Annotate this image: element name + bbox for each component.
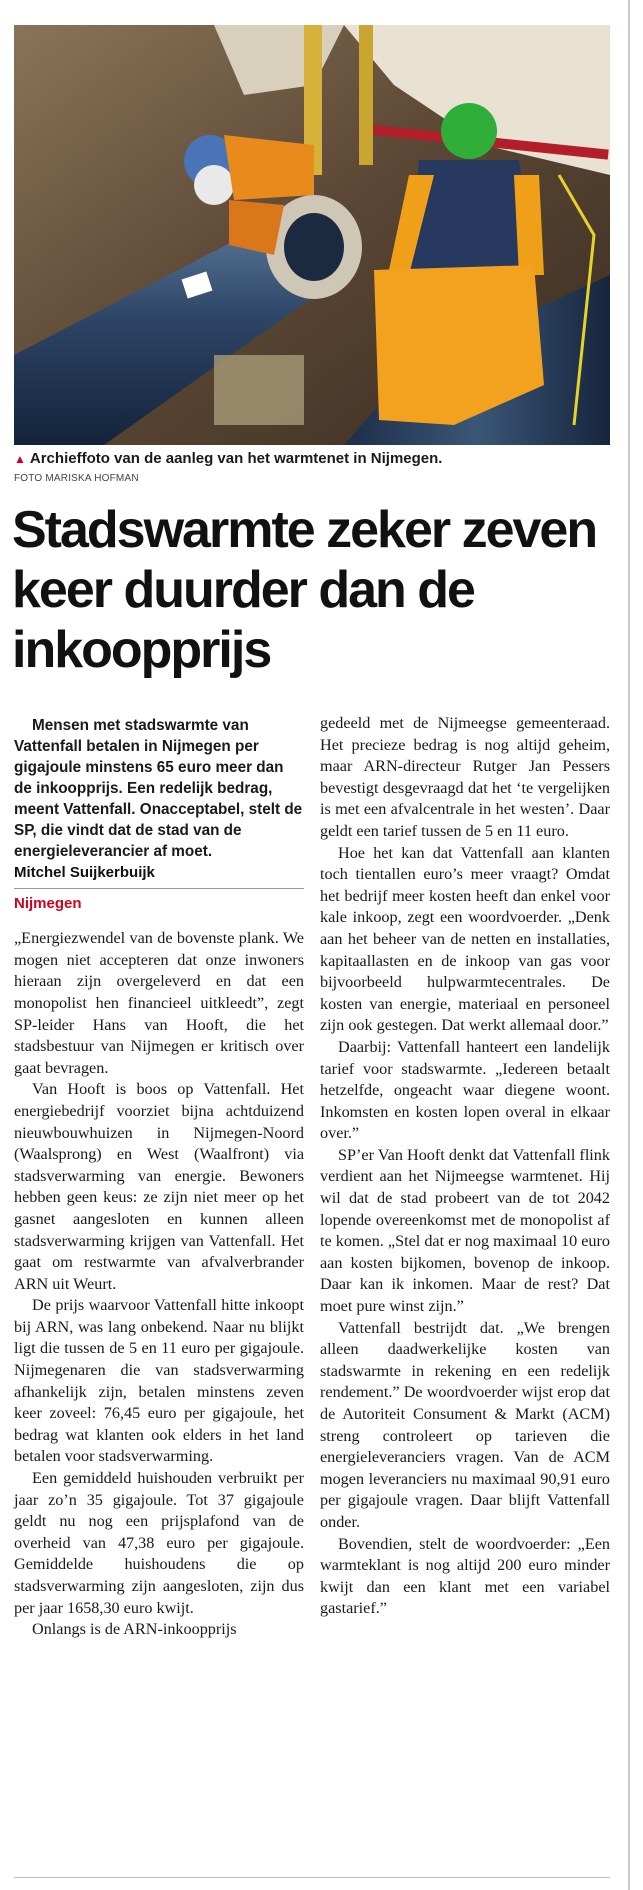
body-paragraph: Hoe het kan dat Vattenfall aan klanten toch tientallen euro’s meer vraagt? Omdat het bedrijf meer kosten heeft dan enkel voor kale inkoop, zegt een woordvoerder. „Denk aan het beheer van de netten en installaties, kapitaallasten en de inkoop van gas voor bijvoorbeeld hulpwarmtecentrales. De kosten van energie, materiaal en personeel zijn ook gestegen. Dat werkt allemaal door.” <box>320 843 610 1035</box>
body-paragraph: De prijs waarvoor Vattenfall hitte inkoopt bij ARN, was lang onbekend. Naar nu blijkt ligt die tussen de 5 en 11 euro per gigajoule. Nijmegenaren die van stadsverwarming afhankelijk zijn, betalen minstens zeven keer zoveel: 76,45 euro per gigajoule, het bedrag wat klanten ook elders in het land betalen voor stadsverwarming. <box>14 1296 304 1466</box>
article-location: Nijmegen <box>14 894 82 912</box>
body-paragraph: Daarbij: Vattenfall hanteert een landelijk tarief voor stadswarmte. „Iedereen betaalt hetzelfde, ongeacht waar diegene woont. Inkomsten en kosten lopen overal in elkaar over.” <box>320 1037 610 1143</box>
construction-photo-illustration <box>14 25 610 445</box>
photo-caption-text: Archieffoto van de aanleg van het warmtenet in Nijmegen. <box>29 450 443 467</box>
photo-credit: FOTO MARISKA HOFMAN <box>14 473 139 484</box>
bottom-divider <box>14 1877 610 1878</box>
body-paragraph: gedeeld met de Nijmeegse gemeenteraad. Het precieze bedrag is nog altijd geheim, maar ARN-directeur Rutger Jan Pessers bevestigt desgevraagd dat het ‘te vergelijken is met een afvalcentrale in het westen’. Daar geldt een tarief tussen de 5 en 11 euro. <box>320 714 610 840</box>
article-column-right <box>320 713 610 1620</box>
photo-caption <box>14 450 614 467</box>
body-paragraph: „Energiezwendel van de bovenste plank. We mogen niet accepteren dat onze inwoners hieraan zijn overgeleverd en dat een monopolist hen financieel uitkleedt”, zegt SP-leider Hans van Hooft, die het stadsbestuur van Nijmegen er kritisch over gaat bevragen. <box>14 929 304 1077</box>
article-headline: Stadswarmte zeker zeven keer duurder dan de inkoopprijs <box>12 501 597 679</box>
article-column-left <box>14 715 304 1641</box>
body-paragraph: Onlangs is de ARN-inkoopprijs <box>32 1620 237 1639</box>
body-paragraph: Bovendien, stelt de woordvoerder: „Een warmteklant is nog altijd 200 euro minder kwijt dan een klant met een variabel gastarief.” <box>320 1534 610 1618</box>
body-paragraph: Een gemiddeld huishouden verbruikt per jaar zo’n 35 gigajoule. Tot 37 gigajoule geldt nu nog een prijsplafond van de overheid van 47,38 euro per gigajoule. Gemiddelde huishoudens die op stadsverwarming zijn aangesloten, zijn dus per jaar 1658,30 euro kwijt. <box>14 1469 304 1617</box>
article-photo <box>14 25 610 445</box>
body-paragraph: SP’er Van Hooft denkt dat Vattenfall flink verdient aan het Nijmeegse warmtenet. Hij wil dat de stad probeert van de tot 2042 lopende overeenkomst met de monopolist af te komen. „Stel dat er nog maximaal 10 euro aan kosten bijkomen, bovenop de inkoop. Daar kan ik inkomen. Maar de rest? Dat moet pure winst zijn.” <box>320 1145 610 1316</box>
article-lead: Mensen met stadswarmte van Vattenfall betalen in Nijmegen per gigajoule minstens 65 euro meer dan de inkoopprijs. Een redelijk bedrag, meent Vattenfall. Onacceptabel, stelt de SP, die vindt dat de stad van de energieleverancier af moet. <box>14 717 303 860</box>
page-edge-rule <box>628 0 630 1890</box>
red-triangle-icon: ▲ <box>14 452 26 466</box>
body-paragraph: Vattenfall bestrijdt dat. „We brengen alleen daadwerkelijke kosten van stadswarmte in rekening en een redelijk rendement.” De woordvoerder wijst erop dat de Autoriteit Consument & Markt (ACM) streng controleert op tarieven die energieleveranciers vragen. Van de ACM mogen leveranciers nu maximaal 90,91 euro per gigajoule vragen. Daar blijft Vattenfall onder. <box>320 1318 610 1531</box>
article-author: Mitchel Suijkerbuijk <box>14 862 304 889</box>
body-paragraph: Van Hooft is boos op Vattenfall. Het energiebedrijf voorziet bijna achtduizend nieuwbouwhuizen in Nijmegen-Noord (Waalsprong) en West (Waalfront) via stadsverwarming van energie. Bewoners hebben geen keus: ze zijn niet meer op het gasnet aangesloten en kunnen alleen stadsverwarming krijgen van Vattenfall. Het gaat om restwarmte van afvalverbrander ARN uit Weurt. <box>14 1080 304 1293</box>
